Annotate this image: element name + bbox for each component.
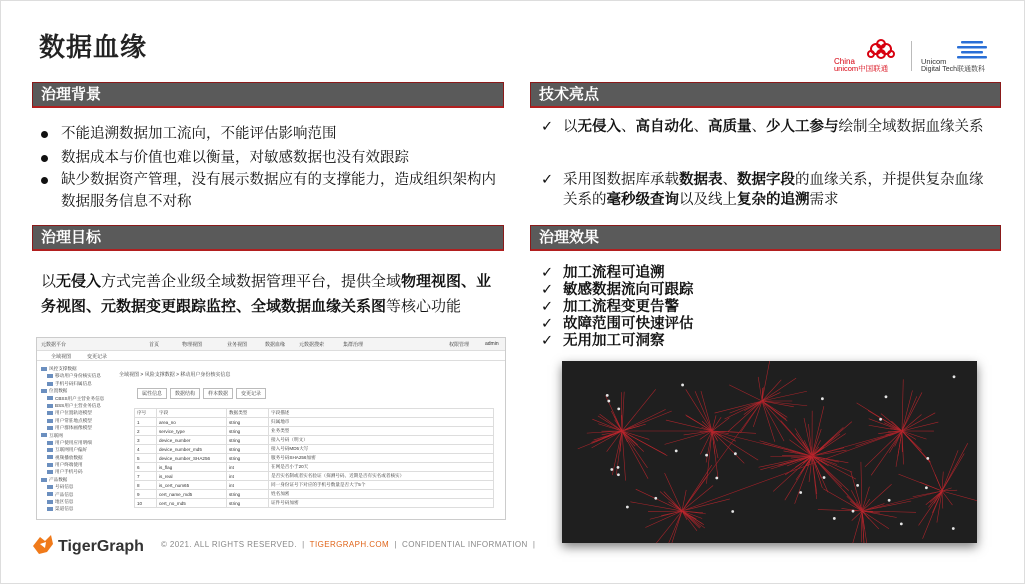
graph-edge	[932, 491, 942, 513]
graph-edge	[684, 431, 712, 435]
graph-edge	[636, 489, 682, 511]
graph-node	[879, 418, 882, 421]
mock-tree-item: 用户群体画像模型	[41, 425, 111, 432]
graph-edge	[630, 502, 682, 511]
graph-edge	[655, 511, 682, 543]
mock-tree-item: BSS用户主营业务信息	[41, 403, 111, 410]
graph-node	[610, 468, 613, 471]
check-icon: ✓	[541, 333, 554, 349]
graph-node	[606, 394, 609, 397]
graph-node	[675, 449, 678, 452]
mock-tree-item: 用户位置轨迹模型	[41, 410, 111, 417]
mock-nav-item: 集群治理	[343, 342, 364, 348]
graph-edge	[700, 431, 712, 454]
graph-node	[926, 457, 929, 460]
graph-edge	[729, 385, 762, 401]
graph-edge	[871, 431, 902, 475]
table-row: 4 device_number_md5 string 接入号码MD5大写	[135, 445, 494, 454]
graph-edge	[666, 420, 712, 431]
mock-tree-item: CBSS用户主营业务信息	[41, 396, 111, 403]
section-header-highlights: 技术亮点	[530, 82, 1001, 108]
graph-node	[617, 473, 620, 476]
graph-node	[952, 527, 955, 530]
graph-edge	[712, 431, 758, 460]
mock-tree-item: 用户终端使用	[41, 462, 111, 469]
mock-tree-item: 产品数据	[41, 477, 111, 484]
mock-tree	[41, 366, 111, 514]
graph-node	[617, 408, 620, 411]
svg-text:Digital Tech联通数科: Digital Tech联通数科	[921, 66, 986, 73]
mock-tree-item: 产品信息	[41, 492, 111, 499]
graph-edge	[648, 511, 682, 512]
highlight-item: ✓ 采用图数据库承载数据表、数据字段的血缘关系，并提供复杂血缘关系的毫秒级查询以及线上复杂的追溯需求	[541, 172, 984, 208]
graph-edge	[861, 462, 862, 511]
check-icon: ✓	[541, 265, 554, 281]
graph-edge	[622, 389, 656, 431]
svg-text:Unicom: Unicom	[921, 57, 947, 66]
graph-node	[821, 397, 824, 400]
table-row: 7 is_real int 是否实名制或者实名验证（探测号码、近期是否有实名或者核实）	[135, 472, 494, 481]
graph-node	[654, 497, 657, 500]
graph-edge	[937, 491, 942, 523]
mock-topbar	[37, 338, 505, 351]
graph-edge	[762, 380, 781, 401]
graph-edge	[862, 501, 911, 511]
graph-edge	[942, 450, 958, 491]
tigergraph-logo	[31, 532, 156, 563]
unicom-digital-tech-logo	[921, 39, 1016, 73]
table-row: 3 device_number string 接入号码（明文）	[135, 436, 494, 445]
china-unicom-logo	[834, 39, 914, 73]
bullet-dot-icon	[41, 155, 48, 162]
graph-edge	[660, 492, 682, 511]
graph-node	[607, 400, 610, 403]
svg-text:TigerGraph: TigerGraph	[58, 538, 144, 555]
graph-edge	[942, 453, 964, 491]
mock-tree-item: 号码信息	[41, 484, 111, 491]
table-row: 8 is_cert_num65 int 同一身份证号下对应的手机号数量是否大于5个	[135, 481, 494, 490]
graph-edge	[712, 417, 721, 431]
mock-tree-item: 位置数据	[41, 388, 111, 395]
table-row: 1 area_no string 归属地市	[135, 418, 494, 427]
graph-node	[953, 375, 956, 378]
graph-edge	[902, 379, 903, 431]
graph-node	[681, 384, 684, 387]
graph-edge	[902, 431, 922, 450]
mock-tree-item: 用户常驻地点模型	[41, 418, 111, 425]
bullet-dot-icon	[41, 177, 48, 184]
graph-node	[888, 499, 891, 502]
graph-edge	[665, 431, 712, 444]
footer-text: © 2021. ALL RIGHTS RESERVED. | TIGERGRAPH.COM | CONFIDENTIAL INFORMATION |	[161, 540, 536, 549]
footer-site-link[interactable]: TIGERGRAPH.COM	[309, 540, 390, 549]
mock-tree-item: 地区信息	[41, 499, 111, 506]
graph-edge	[762, 361, 770, 401]
graph-node	[734, 452, 737, 455]
check-icon: ✓	[541, 316, 554, 332]
table-row: 9 cert_name_md5 string 姓名加密	[135, 490, 494, 499]
logo-divider	[911, 41, 912, 71]
graph-edge	[622, 411, 672, 431]
graph-edge	[600, 414, 622, 431]
mock-nav-item: 物理视图	[182, 342, 203, 348]
graph-edge	[847, 511, 862, 543]
check-icon: ✓	[541, 119, 554, 135]
mock-nav-right: admin	[485, 341, 499, 347]
section-header-goal: 治理目标	[32, 225, 504, 251]
graph-edge	[622, 409, 666, 431]
graph-edge	[695, 391, 712, 431]
mock-tree-item: 用户使用应用明细	[41, 440, 111, 447]
mock-tree-item: 互联网	[41, 433, 111, 440]
graph-node	[833, 517, 836, 520]
table-row: 5 device_number_SHA256 string 服务号码SHA256加密	[135, 454, 494, 463]
graph-node	[799, 491, 802, 494]
effect-item: ✓ 无用加工可洞察	[541, 333, 665, 349]
mock-tab: 变更记录	[236, 388, 266, 399]
bullet-item: 数据成本与价值也难以衡量，对敏感数据也没有效跟踪	[41, 147, 501, 169]
mock-tree-item: 视频播放数据	[41, 455, 111, 462]
bullet-item: 不能追溯数据加工流向，不能评估影响范围	[41, 123, 501, 145]
bullet-item: 缺少数据资产管理，没有展示数据应有的支撑能力，造成组织架构内数据服务信息不对称	[41, 169, 501, 213]
table-row: 6 is_flag int 在网是否小于20天	[135, 463, 494, 472]
section-header-effects: 治理效果	[530, 225, 1001, 251]
page-title: 数据血缘	[39, 32, 148, 62]
graph-edge	[762, 401, 786, 419]
graph-edge	[729, 401, 762, 413]
mock-tree-item: 互联网用户偏好	[41, 447, 111, 454]
table-header-row: 序号 字段 数据类型 字段描述	[135, 409, 494, 418]
mock-nav-item: 元数据搜索	[299, 342, 325, 348]
graph-node	[856, 484, 859, 487]
mock-nav-right: 权限管理	[449, 342, 470, 348]
graph-edge	[666, 511, 682, 543]
graph-node	[823, 476, 826, 479]
mock-field-table	[134, 408, 494, 508]
table-row: 10 cert_no_md5 string 证件号码加密	[135, 499, 494, 508]
graph-edge	[758, 377, 762, 401]
mock-breadcrumb: 全域视图 > 风险支撑数据 > 移动用户身份核实信息	[119, 372, 231, 378]
graph-edge	[942, 491, 943, 508]
graph-node	[705, 454, 708, 457]
mock-tree-item: 渠道信息	[41, 506, 111, 513]
mock-nav-item: 数据血缘	[265, 342, 286, 348]
graph-edge	[942, 491, 952, 505]
mock-tab: 数据结构	[170, 388, 200, 399]
mock-nav-item: 首页	[149, 342, 160, 348]
lineage-graph-image	[562, 361, 977, 543]
graph-edge	[686, 389, 712, 431]
graph-edge	[682, 465, 712, 511]
graph-node	[852, 510, 855, 513]
graph-edge	[622, 431, 647, 468]
table-row: 2 service_type string 业务类型	[135, 427, 494, 436]
check-icon: ✓	[541, 282, 554, 298]
graph-node	[731, 510, 734, 513]
graph-node	[626, 506, 629, 509]
mock-tab: 样本数据	[203, 388, 233, 399]
mock-subbar: 全域视图 变更记录	[37, 351, 505, 361]
check-icon: ✓	[541, 172, 554, 188]
section-header-background: 治理背景	[32, 82, 504, 108]
mock-tree-item: 用户手机号码	[41, 469, 111, 476]
effect-item: ✓ 敏感数据流向可跟踪	[541, 282, 694, 298]
graph-edge	[942, 491, 977, 503]
effect-item: ✓ 故障范围可快速评估	[541, 316, 694, 332]
mock-tab: 属性信息	[137, 388, 167, 399]
svg-text:China: China	[834, 57, 855, 66]
mock-tree-item: 手机号码归属信息	[41, 381, 111, 388]
effects-list	[541, 265, 694, 350]
check-icon: ✓	[541, 299, 554, 315]
graph-edge	[622, 392, 624, 431]
effect-item: ✓ 加工流程变更告警	[541, 299, 679, 315]
mock-nav-item: 业务视图	[227, 342, 248, 348]
graph-edge	[682, 431, 902, 511]
graph-edge	[862, 484, 892, 511]
goal-text: 以无侵入方式完善企业级全域数据管理平台，提供全域物理视图、业务视图、元数据变更跟踪监控、全域数据血缘关系图等核心功能	[41, 273, 492, 315]
graph-edge	[682, 401, 762, 511]
graph-node	[925, 486, 928, 489]
graph-edge	[861, 511, 862, 542]
mock-tree-item: 移动用户身份核实信息	[41, 373, 111, 380]
svg-text:unicom中国联通: unicom中国联通	[834, 64, 889, 73]
graph-node	[617, 466, 620, 469]
graph-node	[885, 395, 888, 398]
mock-app-name: 元数据平台	[41, 342, 67, 348]
graph-edge	[725, 401, 762, 419]
highlight-item: ✓ 以无侵入、高自动化、高质量、少人工参与绘制全域数据血缘关系	[541, 119, 984, 135]
bullet-dot-icon	[41, 131, 48, 138]
graph-node	[900, 522, 903, 525]
mock-tabs	[137, 388, 269, 399]
graph-node	[715, 477, 718, 480]
graph-edge	[712, 418, 729, 431]
graph-edge	[622, 431, 626, 481]
graph-edge	[942, 443, 968, 491]
effect-item: ✓ 加工流程可追溯	[541, 265, 665, 281]
graph-edge	[762, 392, 780, 401]
mock-tree-item: 风控支撑数据	[41, 366, 111, 373]
graph-edge	[664, 511, 682, 543]
metadata-platform-screenshot	[36, 337, 506, 520]
